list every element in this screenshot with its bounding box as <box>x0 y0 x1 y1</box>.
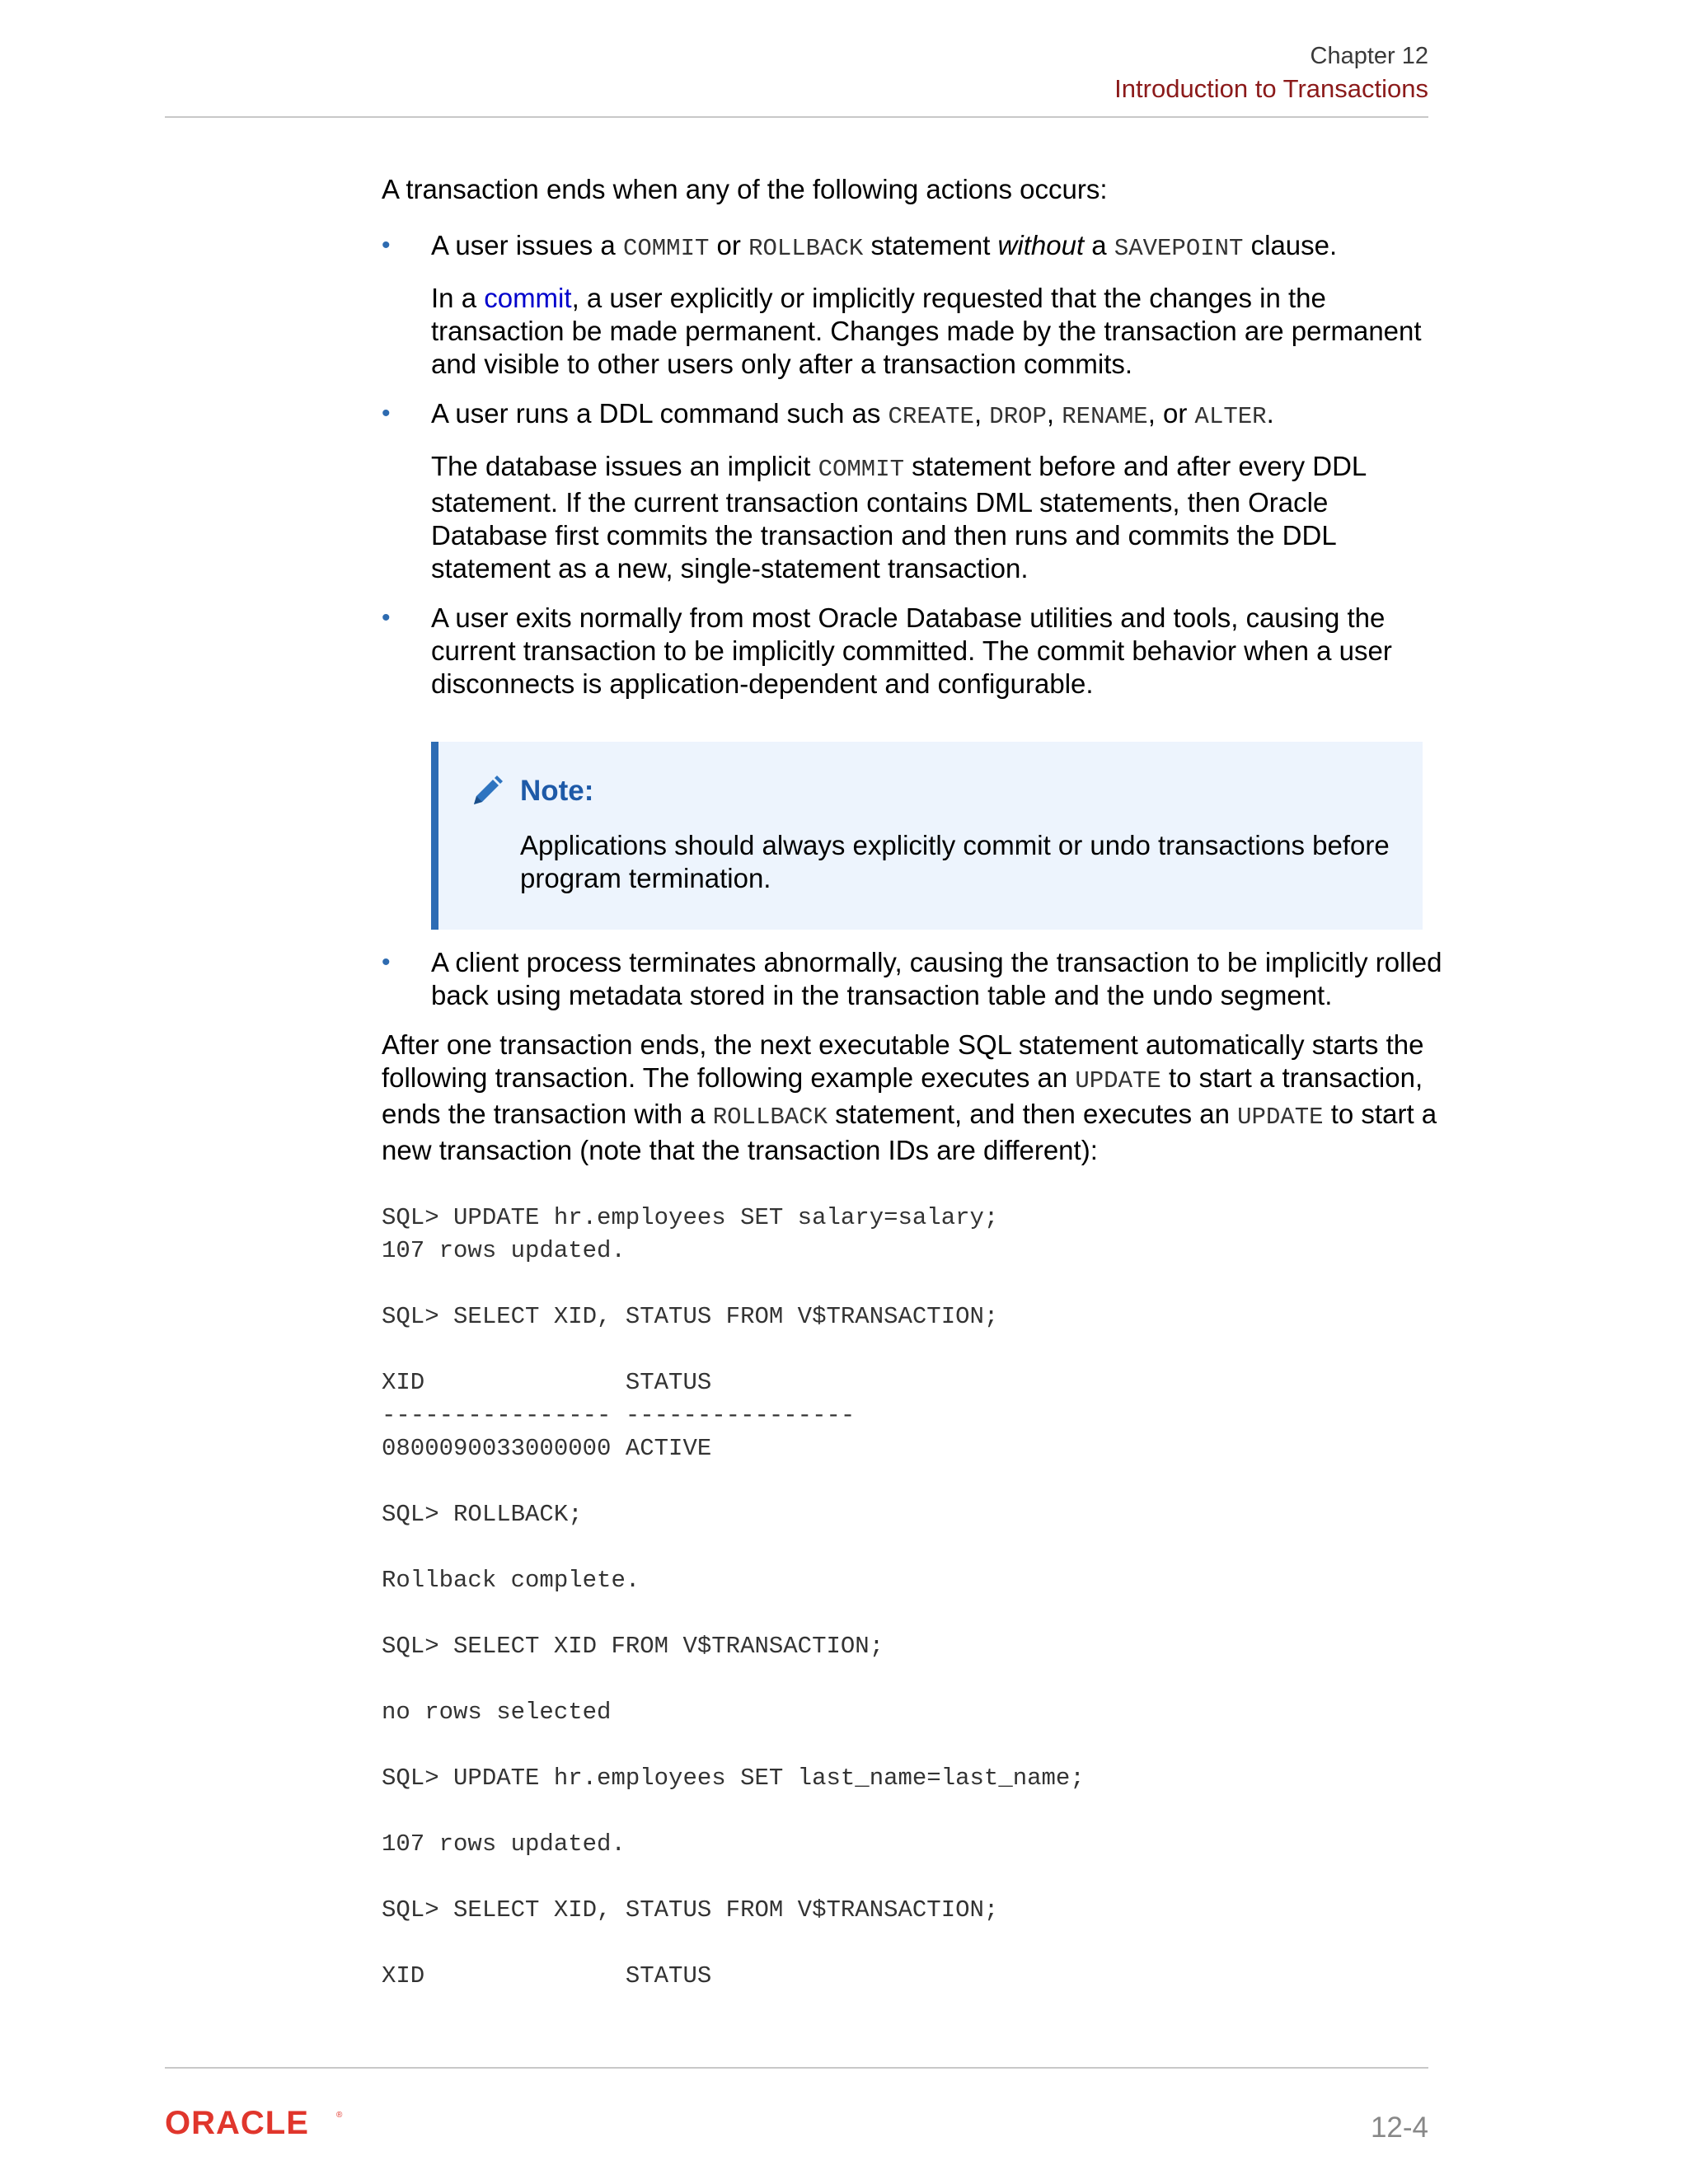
note-box <box>431 742 1423 930</box>
list-item: • A client process terminates abnormally, causing the transaction to be implicitly rolled back using metadata stored in the transaction table and the undo segment. <box>382 947 1442 1010</box>
note-body: Applications should always explicitly commit or undo transactions before program termination. <box>520 830 1390 893</box>
page-content <box>382 173 1445 1993</box>
example-intro-paragraph: After one transaction ends, the next executable SQL statement automatically starts the following transaction. The following example executes an UPDATE to start a transaction, ends the transaction with a ROLLBACK statement, and then executes an UPDATE to start a new transaction (note that the transaction IDs are different): <box>382 1029 1437 1165</box>
note-label: Note: <box>520 775 594 807</box>
bullet-icon: • <box>382 232 391 259</box>
intro-paragraph: A transaction ends when any of the following actions occurs: <box>382 174 1108 204</box>
list-item: • A user runs a DDL command such as CREATE, DROP, RENAME, or ALTER. <box>382 398 1274 430</box>
oracle-logo <box>165 2106 346 2143</box>
note-header <box>469 773 1390 809</box>
page-number: 12-4 <box>1370 2111 1428 2144</box>
bullet-icon: • <box>382 400 391 427</box>
bullet-icon: • <box>382 949 391 976</box>
list-item-detail: In a commit, a user explicitly or implicitly requested that the changes in the transaction be made permanent. Changes made by the transaction are permanent and visible to other users only after a transaction commits. <box>431 283 1422 379</box>
chapter-label: Chapter 12 <box>1310 43 1428 69</box>
list-item-detail: The database issues an implicit COMMIT statement before and after every DDL statement. If the current transaction contains DML statements, then Oracle Database first commits the transaction and then runs and commits the DDL statement as a new, single-statement transaction. <box>431 451 1367 583</box>
svg-text:®: ® <box>336 2111 343 2120</box>
pencil-icon <box>469 773 505 809</box>
header-divider <box>165 116 1428 118</box>
list-item: • A user exits normally from most Oracle Database utilities and tools, causing the current transaction to be implicitly committed. The commit behavior when a user disconnects is application-dependent and configurable. <box>382 602 1392 699</box>
list-item: • A user issues a COMMIT or ROLLBACK statement without a SAVEPOINT clause. <box>382 230 1338 262</box>
commit-link[interactable]: commit <box>484 283 572 313</box>
chapter-title: Introduction to Transactions <box>1114 74 1428 103</box>
footer-divider <box>165 2067 1428 2069</box>
bullet-icon: • <box>382 604 391 631</box>
code-example: SQL> UPDATE hr.employees SET salary=salary; 107 rows updated. SQL> SELECT XID, STATUS FROM V$TRANSACTION; XID STATUS ---------------- ---------------- 0800090033000000 ACTIVE SQL> ROLLBACK; Rollback complete. SQL> SELECT XID FROM V$TRANSACTION; no rows selected SQL> UPDATE hr.employees SET last_name=last_name; 107 rows updated. SQL> SELECT XID, STATUS FROM V$TRANSACTION; XID STATUS <box>382 1204 1085 1990</box>
svg-text:ORACLE: ORACLE <box>165 2106 309 2139</box>
